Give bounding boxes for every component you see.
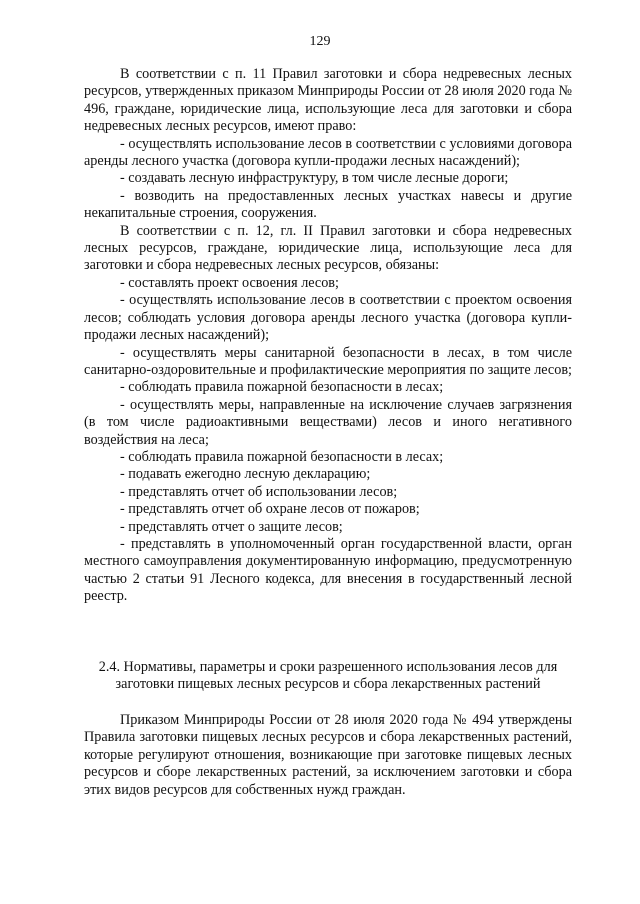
- list-item-duty: - представлять отчет об использовании лесов;: [120, 483, 398, 500]
- list-item-duty: - соблюдать правила пожарной безопасности в лесах;: [120, 379, 444, 396]
- list-item-right: - осуществлять использование лесов в соответствии с условиями договора аренды лесного участка (договора купли-продажи лесных насаждений);: [84, 135, 572, 170]
- list-item-duty: - представлять отчет об охране лесов от пожаров;: [120, 501, 420, 518]
- list-item-duty: - осуществлять меры санитарной безопасности в лесах, в том числе санитарно-оздоровительные и профилактические мероприятия по защите лесов;: [84, 344, 572, 378]
- list-item-right: - возводить на предоставленных лесных участках навесы и другие некапитальные строения, сооружения.: [84, 187, 572, 222]
- list-item-duty: - представлять отчет о защите лесов;: [120, 518, 343, 535]
- list-item-duty: - соблюдать правила пожарной безопасности в лесах;: [120, 448, 444, 465]
- paragraph-duties-intro: В соответствии с п. 12, гл. II Правил заготовки и сбора недревесных лесных ресурсов, граждане, юридические лица, использующие леса для заготовки и сбора недревесных лесных ресурсов, обязаны:: [84, 222, 572, 274]
- list-item-duty: - составлять проект освоения лесов;: [120, 274, 339, 291]
- section-paragraph: Приказом Минприроды России от 28 июля 2020 года № 494 утверждены Правила заготовки пищевых лесных ресурсов и сбора лекарственных растений, которые регулируют отношения, возникающие при заготовке пищевых лесных ресурсов и сборе лекарственных растений, за исключением заготовки и сбора этих видов ресурсов для собственных нужд граждан.: [84, 712, 572, 798]
- list-item-duty: - осуществлять использование лесов в соответствии с проектом освоения лесов; соблюдать условия договора аренды лесного участка (договора купли-продажи лесных насаждений);: [84, 292, 572, 344]
- list-item-duty: - осуществлять меры, направленные на исключение случаев загрязнения (в том числе радиоактивными веществами) лесов и иного негативного воздействия на леса;: [84, 396, 572, 448]
- paragraph-rights-intro: В соответствии с п. 11 Правил заготовки и сбора недревесных лесных ресурсов, утвержденных приказом Минприроды России от 28 июля 2020 года № 496, граждане, юридические лица, использующие леса для заготовки и сбора недревесных лесных ресурсов, имеют право:: [84, 66, 572, 135]
- section-heading: 2.4. Нормативы, параметры и сроки разрешенного использования лесов для заготовки пищевых лесных ресурсов и сбора лекарственных растений: [98, 659, 558, 693]
- list-item-duty: - подавать ежегодно лесную декларацию;: [120, 466, 371, 483]
- page-number: 129: [309, 34, 331, 49]
- list-item-right: - создавать лесную инфраструктуру, в том числе лесные дороги;: [120, 170, 509, 187]
- body-text: [84, 66, 572, 606]
- list-item-duty: - представлять в уполномоченный орган государственной власти, орган местного самоуправления документированную информацию, предусмотренную частью 2 статьи 91 Лесного кодекса, для внесения в государственный лесной реестр.: [84, 535, 572, 605]
